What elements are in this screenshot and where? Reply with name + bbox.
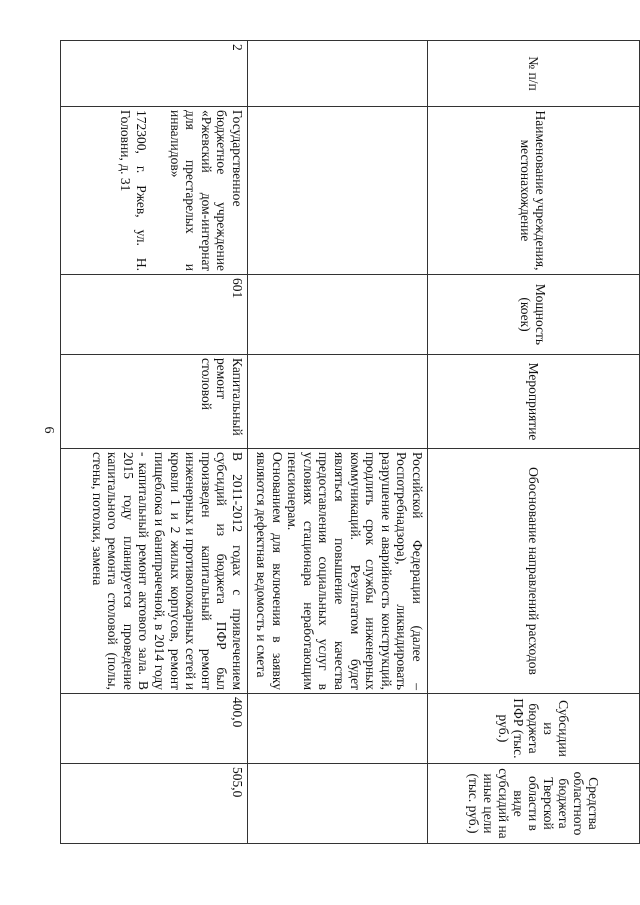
institution-name: Государственное бюджетное учреждение «Ржевский дом-интернат для престарелых и инвалидов»: [167, 110, 245, 271]
cell: [248, 764, 428, 844]
justification-line: Российской Федерации (далее – Роспотребнадзора), ликвидировать разрушение и аварийность конструкций, продлить срок службы инженерных коммуникаций. Результатом будет являться повышение качества предоставления социальных услуг в условиях стационара неработающим пенсионерам.: [285, 452, 425, 690]
cell: [248, 355, 428, 449]
header-regional: Средства областного бюджета Тверской области в виде субсидий на иные цели (тыс. руб.): [428, 764, 640, 844]
cell: [248, 107, 428, 275]
cell: [248, 275, 428, 355]
header-name: Наименование учреждения, местонахождение: [428, 107, 640, 275]
cell: [248, 41, 428, 107]
header-measure: Мероприятие: [428, 355, 640, 449]
continuation-row: [248, 41, 428, 844]
header-capacity: Мощность (коек): [428, 275, 640, 355]
expenses-table: [60, 40, 640, 844]
row-num: 2: [61, 41, 248, 107]
capacity-value: 601: [61, 275, 248, 355]
cell: [248, 694, 428, 764]
justification-line: Основанием для включения в заявку являются дефектная ведомость и смета: [254, 452, 285, 690]
header-justification: Обоснование направлений расходов: [428, 449, 640, 694]
pfr-value: 400,0: [61, 694, 248, 764]
header-num: № п/п: [428, 41, 640, 107]
table-row: [61, 41, 248, 844]
header-pfr: Субсидии из бюджета ПФР (тыс. руб.): [428, 694, 640, 764]
page-number: 6: [41, 426, 56, 434]
continuation-justification: [248, 449, 428, 694]
institution-address: 172300, г. Ржев, ул. Н. Головни, д. 31: [118, 110, 150, 271]
measure-value: Капитальный ремонт столовой: [61, 355, 248, 449]
header-row: [428, 41, 640, 844]
rotated-page: [89, 0, 640, 860]
justification-value: В 2011-2012 годах с привлечением субсидий из бюджета ПФР был произведен капитальный ремонт инженерных и противопожарных сетей и кровли 1 и 2 жилых корпусов, ремонт пищеблока и банипрачечной, в 2014 году - капитальный ремонт актового зала. В 2015 году планируется проведение капитального ремонта столовой (полы, стены, потолки, замена: [61, 449, 248, 694]
institution-cell: [61, 107, 248, 275]
regional-value: 505,0: [61, 764, 248, 844]
